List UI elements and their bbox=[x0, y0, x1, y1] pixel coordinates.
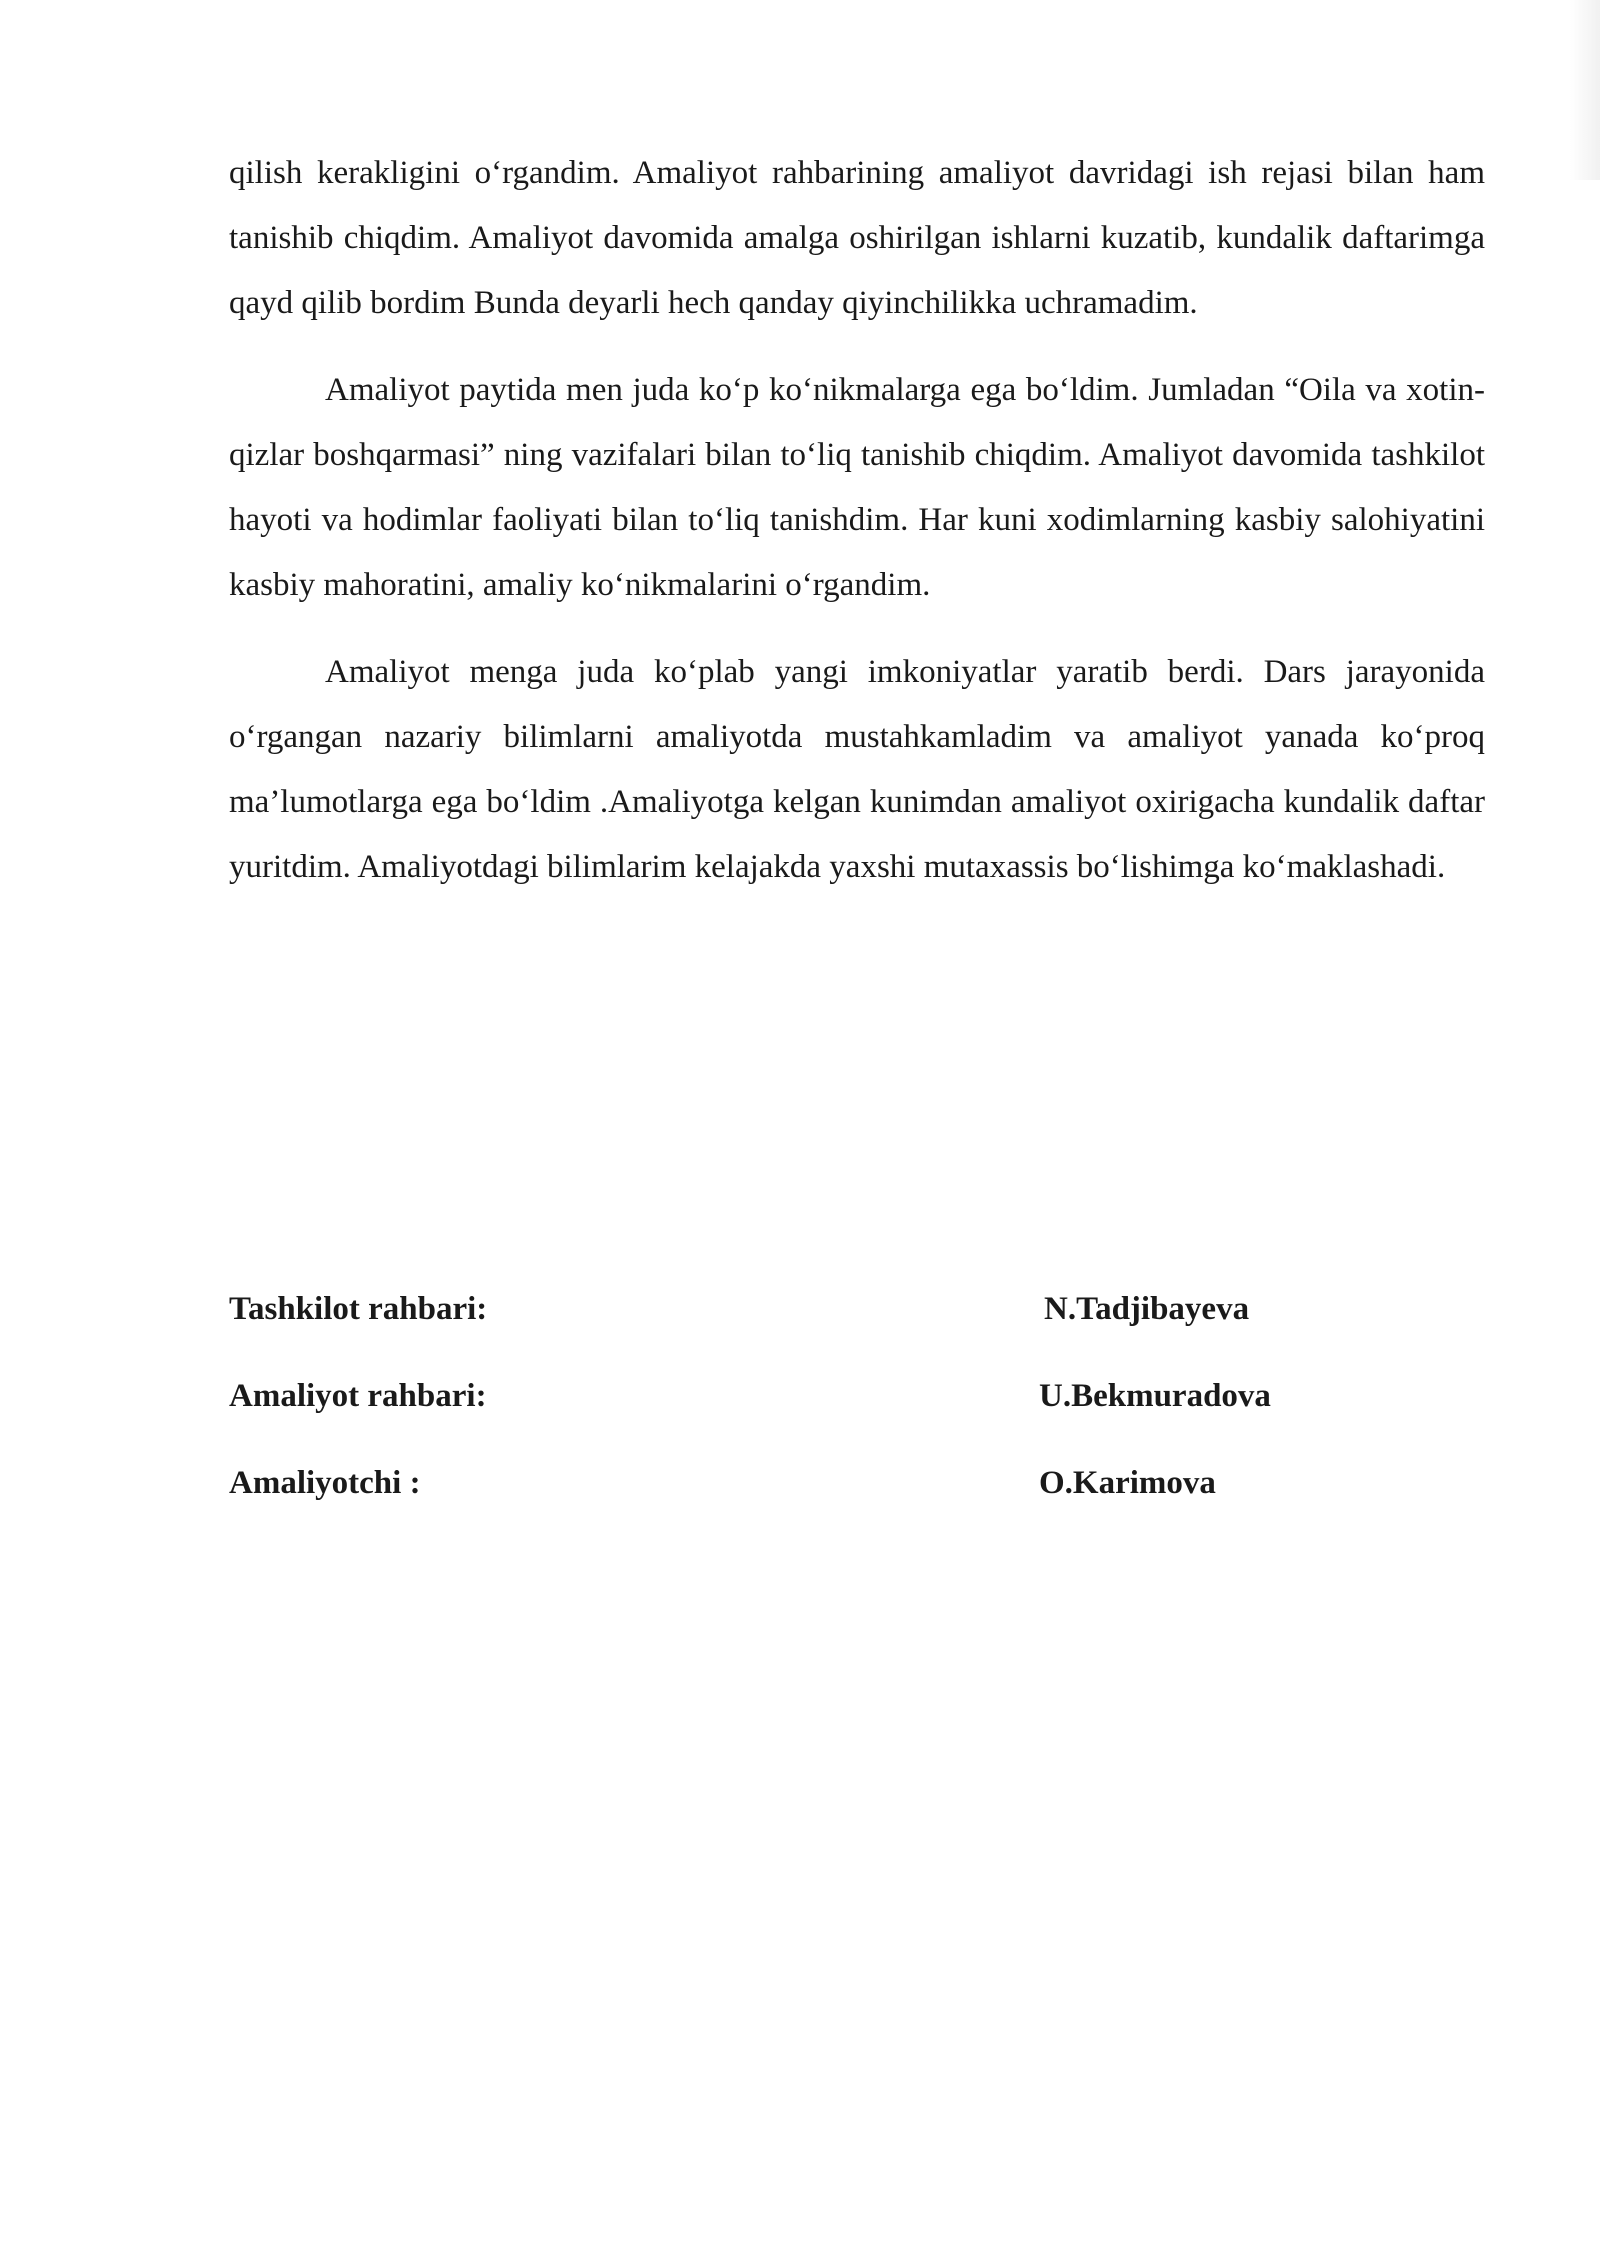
page-edge-shadow bbox=[1570, 0, 1600, 180]
paragraph-3: Amaliyot menga juda ko‘plab yangi imkoniyatlar yaratib berdi. Dars jarayonida o‘rgangan nazariy bilimlarni amaliyotda mustahkamladim va amaliyot yanada ko‘proq ma’lumotlarga ega bo‘ldim .Amaliyotga kelgan kunimdan amaliyot oxirigacha kundalik daftar yuritdim. Amaliyotdagi bilimlarim kelajakda yaxshi mutaxassis bo‘lishimga ko‘maklashadi. bbox=[229, 654, 1485, 885]
body-text bbox=[229, 141, 1485, 900]
paragraph-1: qilish kerakligini o‘rgandim. Amaliyot rahbarining amaliyot davridagi ish rejasi bilan ham tanishib chiqdim. Amaliyot davomida amalga oshirilgan ishlarni kuzatib, kundalik daftarimga qayd qilib bordim Bunda deyarli hech qanday qiyinchilikka uchramadim. bbox=[229, 155, 1485, 321]
signature-row bbox=[229, 1465, 1485, 1552]
signature-name: U.Bekmuradova bbox=[1039, 1378, 1271, 1414]
signature-row bbox=[229, 1378, 1485, 1465]
signature-role: Amaliyot rahbari: bbox=[229, 1378, 487, 1414]
paragraph-2: Amaliyot paytida men juda ko‘p ko‘nikmalarga ega bo‘ldim. Jumladan “Oila va xotin-qizlar boshqarmasi” ning vazifalari bilan to‘liq tanishib chiqdim. Amaliyot davomida tashkilot hayoti va hodimlar faoliyati bilan to‘liq tanishdim. Har kuni xodimlarning kasbiy salohiyatini kasbiy mahoratini, amaliy ko‘nikmalarini o‘rgandim. bbox=[229, 372, 1485, 603]
signature-row bbox=[229, 1291, 1485, 1378]
signature-name: O.Karimova bbox=[1039, 1465, 1216, 1501]
signature-role: Tashkilot rahbari: bbox=[229, 1291, 488, 1327]
signature-block bbox=[229, 1291, 1485, 1552]
signature-role: Amaliyotchi : bbox=[229, 1465, 421, 1501]
signature-name: N.Tadjibayeva bbox=[1044, 1291, 1250, 1327]
